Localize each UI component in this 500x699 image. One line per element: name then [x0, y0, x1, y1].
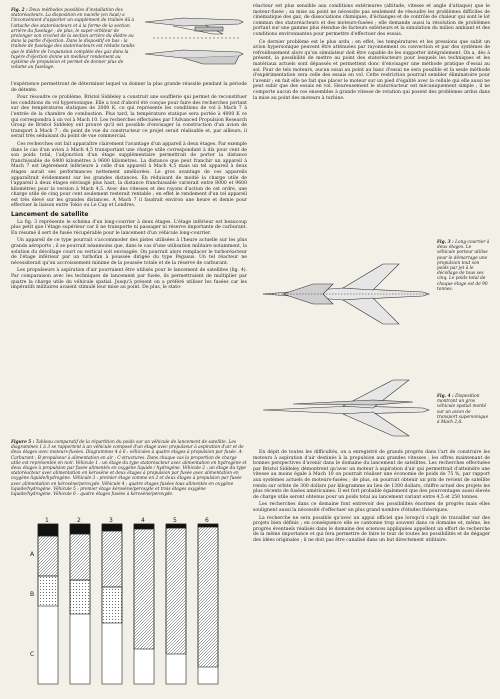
col-label: 3 — [109, 517, 113, 524]
section-heading: Lancement de satellite — [11, 211, 89, 219]
figure-2-drawing — [143, 8, 247, 74]
col-label: 5 — [173, 517, 177, 524]
legend-label: B — [30, 591, 35, 598]
paragraph: réacteur est plus sensible aux conditions extérieures (altitude, vitesse et angle d'attaque) que le moteur-fusée ; sa mise au point ne nécessite pas seulement de résoudre les problèmes difficiles de cinématique des gaz, de dissociations chimiques, d'échanges et de contrôle de chaleur qui sont le lot commun des statoréacteurs et des moteurs-fusées ; elle demande aussi la résolution de problèmes portant sur une gamme plus étendue de facteurs extérieurs et la simulation du milieu ambiant et des conditions environnantes pour permettre d'effectuer des essais. — [253, 4, 490, 37]
paragraph: La fig. 3 représente le schéma d'un long-courrier à deux étages. L'étage inférieur est beaucoup plus petit que l'étage supérieur car il ne transporte ni passager ni réserve importante de carburant. En résumé il sert de fusée récupérable pour le lancement d'un véhicule long-courrier. — [11, 219, 247, 236]
col-label: 4 — [141, 517, 145, 524]
paragraph: Les propulseurs à aspiration d'air pourraient être utilisés pour le lancement de satellites (fig. 4). Par comparaison avec les techniques de lancement par fusée, ils permettraient de multiplier par quatre la charge utile du véhicule spatial. Jusqu'à présent on a préféré utiliser les fusées car les impératifs militaires avaient stimulé leur mise au point. De plus, le stato- — [11, 268, 247, 291]
paragraph: Ce dernier problème est le plus ardu ; en effet, les températures et les pressions que subit un avion hypersonique peuvent être atténuées par rayonnement ou convection et par des systèmes de refroidissement alors qu'un simulateur doit être capable de les supporter intégralement. On a, dès à présent, la possibilité de mettre au point des statoréacteurs pour lesquels les techniques et les matériaux actuels sont dépassés et permettent donc d'envisager une méthode pratique d'essai au sol. Pour de tels moteurs, aucun essai au point au banc d'essai ne sera possible et la seule méthode d'expérimentation sera celle des essais en vol. Cette restriction pourrait sembler éliminatoire pour l'avenir ; en fait elle ne fait que placer le moteur sur un pied d'égalité avec la cellule qui elle aussi ne peut subir que des essais en vol. Heureusement le statoréacteur est mécaniquement simple ; il ne comporte aucun de ces ensembles à grande vitesse de rotation qui posent des problèmes ardus dans la mise au point des moteurs à turbine. — [253, 39, 490, 101]
paragraph: Pour résoudre ce problème, Bristol Siddeley a construit une soufflerie qui permet de reconstituer les conditions du vol hypersonique. Elle a tout d'abord été conçue pour faire des recherches portant sur des températures statiques de 2000 K, ce qui représente les conditions de vol à Mach 7 à l'entrée de la chambre de combustion. Plus tard, la température statique sera portée à 4000 K ce qui correspondra à un vol à Mach 10. Les recherches effectuées par l'Advanced Propulsion Research Group de Bristol Siddeley ont prouvé qu'il est possible d'envisager la construction d'un avion de transport à Mach 7 ; du point de vue du constructeur ce projet serait réalisable et, par ailleurs, il serait très séduisant du point de vue commercial. — [11, 95, 247, 140]
paragraph: En dépit de toutes les difficultés, on a enregistré de grands progrès dans l'art de construire les moteurs à aspiration d'air destinés à la propulsion aux grandes vitesses ; les offres maintenant de bonnes perspectives d'avenir dans le domaine du lancement de satellites. Les recherches effectuées par Bristol Siddeley démontrent qu'avec un moteur à aspiration d'air qui permettrait d'atteindre une vitesse au moins égale à Mach 10 on pourrait réaliser une économie de poids de 75 %, par rapport aux systèmes actuels de moteurs-fusées ; de plus, on pourrait obtenir un prix de revient de satellite rendu sur orbite de 300 dollars par kilogramme au lieu de 1300 dollars, chiffre actuel des projets les plus récents de fusées américaines. Il est fort probable également que des pourcentages aussi élevés de charge utile seront obtenus pour un poids total au lancement variant entre 4,5 et 250 tonnes. — [253, 450, 490, 500]
bar-1 — [38, 524, 58, 684]
figure-4-drawing — [253, 360, 433, 440]
paragraph: Un appareil de ce type pourrait s'accommoder des pistes utilisées à l'heure actuelle sur les plus grands aéroports ; il se pourrait néanmoins que, dans le cas d'une utilisation militaire notamment, la solution du décollage court ou vertical soit envisagée. On pourrait alors remplacer le turboréacteur de l'étage inférieur par un turbofan à poussée dirigée du type Pegasus. Un tel réacteur ne nécessiterait qu'un accroissement minime de la poussée totale et de la réserve de carburant. — [11, 238, 247, 266]
left-column — [11, 82, 247, 293]
legend-label: C — [30, 651, 35, 658]
bar-5 — [166, 524, 186, 684]
figure-5-caption: Figure 5 : Tableau comparatif de la répartition du poids sur un véhicule de lancement de satellite. Les diagrammes 1 à 3 se rapportent à un véhicule composé d'un étage avec propulseur à aspiration d'air et de deux étages avec moteurs-fusées. Diagrammes 4 à 6 : véhicules à quatre étages à propulsion par fusée. A-Carburant ; B-propulseur à alimentation en air ; C-structures. Dans chaque cas la proportion de charge utile est représentée en noir. Véhicule 1 : un étage du type statoréacteur avec alimentation en hydrogène et deux étages à propulsion par fusée alimentés en oxygène liquide / hydrogène. Véhicule 2 : un étage du type statoréacteur avec alimentation en kérosène et deux étages à propulsion par fusée avec alimentation en oxygène liquide/hydrogène. Véhicule 3 : premier étage comme en 2 et deux étages à propulsion par fusée avec alimentation en kérosène/peroxyde. Véhicule 4 : quatre étages fusées tous alimentés en oxygène liquide/hydrogène. Véhicule 5 : premier étage kérosène/peroxyde et trois étages oxygène liquide/hydrogène. Véhicule 6 : quatre étages fusées à kérosène/peroxyde. — [11, 440, 247, 498]
col-label: 2 — [77, 517, 81, 524]
figure-2-caption: Fig. 2 : Deux méthodes possibles d'installation des statoréacteurs. La disposition en nacelle (en haut) a l'inconvénient d'apporter un supplément de traînée dû à l'attache des statoréacteurs et à la forme de la section arrière du fuselage ; de plus, le super-orbiteur de prolonger son crochet de la section arrière du dièdre ou dans la partie d'éjection. Dans le dispositif en bas : la traînée de fuselage des statoréacteurs est réduite tandis que le dièdre de l'expansion complète des gaz dans la tuyère d'éjection donne un meilleur rendement au système de propulsion et permet de donner plus de volume au fuselage. — [11, 8, 135, 71]
figure-5-caption-box — [11, 440, 247, 497]
col-label: 6 — [205, 517, 209, 524]
figure-3-caption: Fig. 3 : Long-courrier à deux étages. Le véhicule porteur utilise pour le démarrage une propulsion tout son poids par jet à le décollage de tous ses cinq. Le poids total de chaque étage est de 90 tonnes. — [437, 240, 490, 292]
figure-3-drawing — [253, 234, 433, 352]
legend-label: A — [30, 551, 35, 558]
figure-5-diagram — [30, 516, 230, 692]
right-column-top — [253, 4, 490, 103]
bar-3 — [102, 524, 122, 684]
paragraph: La recherche ne sera possible qu'avec un appui officiel que lorsqu'il s'agit de travailler sur des projets bien définis ; en conséquence elle se cantonne trop souvent dans ce domaine et, même, les progrès éventuels réalisés dans le domaine des sciences appliquées appellent un effort de recherche de la même importance et qui fera permettre de faire le tour de toutes les possibilités et de dégager des idées originales ; il ne doit pas être canalisé dans un but directement utilitaire. — [253, 515, 490, 543]
bar-6 — [198, 524, 218, 684]
col-label: 1 — [45, 517, 49, 524]
figure-4-caption: Fig. 4 : Disposition montrant un gros véhicule spatial monté sur un avion de transport supersonique à Mach 2,6. — [437, 394, 489, 426]
bar-2 — [70, 524, 90, 684]
figure-4 — [253, 360, 490, 444]
bar-4 — [134, 524, 154, 684]
paragraph: l'expérience permettront de déterminer lequel va donner la plus grande réussite pendant la période de détente. — [11, 82, 247, 93]
figure-3 — [253, 234, 490, 354]
paragraph: Ces recherches ont fait apparaître clairement l'avantage d'un appareil à deux étages. Par exemple dans le cas d'un avion à Mach 4,5 transportant une charge utile correspondant à dix pour cent de son poids total, l'adjonction d'un étage supplémentaire permettrait de porter la distance franchissable de 6400 kilomètres à 9600 kilomètres. La distance que peut franchir un appareil à Mach 7 est légèrement inférieure à celle d'un appareil à Mach 4,5 mais un tel appareil à deux étages aurait ses performances nettement améliorées. Le gros avantage de ces appareils apparaîtrait évidemment sur les grandes distances. En réduisant de moitié la charge utile de l'appareil à deux étages envisagé plus haut, la distance franchissable varierait entre 8000 et 9600 kilomètres pour la version à Mach 4,5. Avec des vitesses et des rayons d'action de cet ordre, une charge utile de cinq pour cent seulement resterait rentable ; en effet le rendement d'un tel appareil est très élevé sur les grandes distances. A Mach 7 il faudrait environ une heure et demie pour effectuer la liaison entre Tokio ou Le Cap et Londres. — [11, 141, 247, 209]
right-column-bottom — [253, 450, 490, 546]
paragraph: Les recherches dans ce domaine font entrevoir des possibilités énormes de progrès mais elles soulignent aussi la nécessité d'effectuer un plus grand nombre d'études théoriques. — [253, 502, 490, 513]
figure-2 — [11, 8, 247, 78]
